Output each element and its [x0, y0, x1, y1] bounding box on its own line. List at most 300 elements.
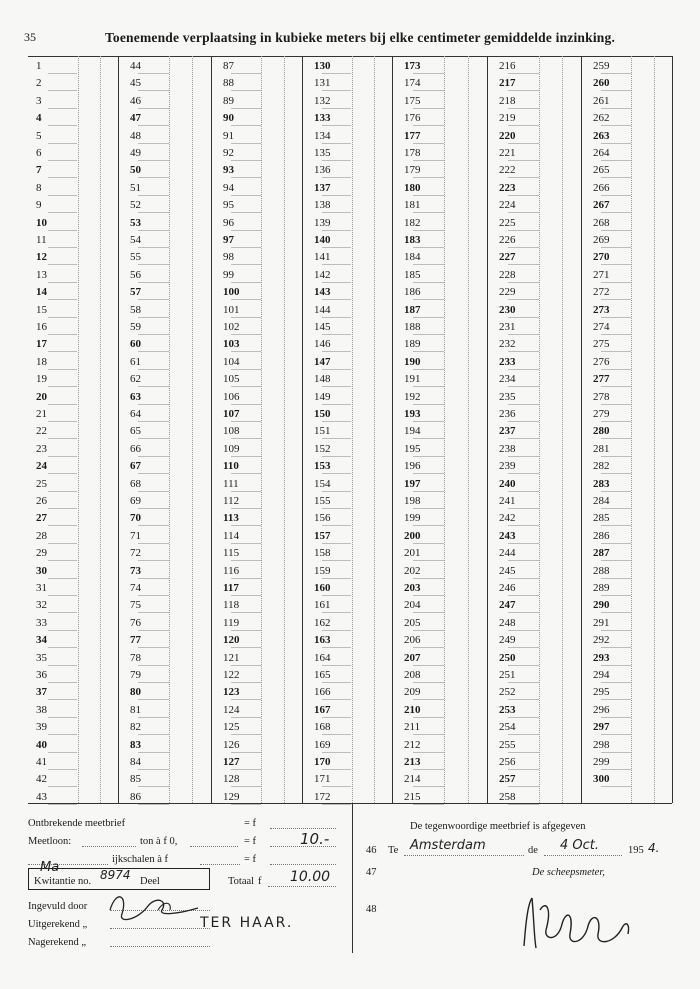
cell-value: 188	[404, 321, 421, 333]
cell-underline	[413, 108, 444, 109]
cell-value: 79	[130, 669, 141, 681]
cell-value: 130	[314, 60, 331, 72]
cell-underline	[508, 804, 539, 805]
cell-underline	[231, 473, 261, 474]
cell-underline	[48, 125, 78, 126]
cell-value: 291	[593, 616, 610, 629]
cell-underline	[413, 212, 444, 213]
cell-underline	[508, 230, 539, 231]
cell-value: 263	[593, 129, 610, 142]
cell-value: 120	[223, 634, 240, 647]
cell-value: 245	[499, 564, 516, 577]
cell-underline	[138, 612, 169, 613]
cell-value: 99	[223, 268, 234, 281]
cell-value: 201	[404, 547, 421, 560]
cell-underline	[322, 630, 352, 631]
cell-value: 220	[499, 129, 516, 142]
cell-underline	[322, 369, 352, 370]
cell-underline	[231, 612, 261, 613]
cell-value: 192	[404, 390, 421, 403]
cell-underline	[413, 143, 444, 144]
row-48: 48	[366, 904, 377, 915]
cell-underline	[508, 612, 539, 613]
cell-underline	[48, 665, 78, 666]
cell-value: 186	[404, 286, 421, 299]
cell-value: 207	[404, 651, 421, 664]
cell-value: 29	[36, 547, 47, 560]
cell-value: 152	[314, 442, 331, 455]
cell-value: 212	[404, 738, 421, 751]
cell-value: 84	[130, 756, 141, 768]
cell-value: 227	[499, 251, 516, 264]
cell-value: 270	[593, 251, 610, 264]
cell-value: 232	[499, 338, 516, 351]
cell-value: 266	[593, 181, 610, 194]
cell-value: 69	[130, 495, 141, 507]
cell-value: 62	[130, 373, 141, 386]
cell-value: 109	[223, 442, 240, 455]
cell-underline	[508, 386, 539, 387]
cell-underline	[231, 786, 261, 787]
cell-value: 131	[314, 77, 331, 90]
cell-value: 5	[36, 129, 42, 142]
cell-underline	[231, 752, 261, 753]
cell-value: 216	[499, 60, 516, 72]
column-rule	[392, 56, 393, 803]
cell-value: 299	[593, 756, 610, 768]
cell-underline	[413, 90, 444, 91]
cell-value: 105	[223, 373, 240, 386]
cell-underline	[138, 560, 169, 561]
cell-value: 170	[314, 756, 331, 768]
cell-underline	[322, 143, 352, 144]
cell-value: 284	[593, 495, 610, 507]
cell-underline	[231, 508, 261, 509]
cell-underline	[508, 543, 539, 544]
cell-value: 240	[499, 477, 516, 490]
cell-value: 162	[314, 616, 331, 629]
table-top-rule	[28, 56, 672, 57]
cell-value: 184	[404, 251, 421, 264]
cell-value: 246	[499, 582, 516, 594]
cell-value: 226	[499, 234, 516, 246]
cell-underline	[413, 177, 444, 178]
cell-underline	[322, 438, 352, 439]
cell-underline	[508, 438, 539, 439]
cell-underline	[601, 404, 631, 405]
cell-value: 237	[499, 425, 516, 438]
cell-underline	[231, 734, 261, 735]
cell-underline	[322, 108, 352, 109]
cell-value: 43	[36, 790, 47, 803]
cell-underline	[138, 682, 169, 683]
meetloon-value: 10.-	[300, 830, 330, 848]
label-te: Te	[388, 845, 399, 856]
cell-underline	[48, 404, 78, 405]
cell-underline	[601, 108, 631, 109]
label-ijkschalen: ijkschalen à f	[112, 854, 168, 865]
cell-underline	[231, 160, 261, 161]
cell-value: 176	[404, 112, 421, 125]
cell-underline	[138, 734, 169, 735]
dotline-4	[200, 864, 240, 865]
cell-underline	[48, 752, 78, 753]
cell-underline	[231, 699, 261, 700]
cell-underline	[322, 508, 352, 509]
cell-value: 198	[404, 495, 421, 507]
cell-underline	[138, 804, 169, 805]
row-47: 47	[366, 867, 377, 878]
cell-underline	[322, 491, 352, 492]
cell-value: 74	[130, 582, 141, 594]
cell-underline	[48, 282, 78, 283]
cell-value: 143	[314, 286, 331, 299]
cell-underline	[601, 560, 631, 561]
footer-divider	[352, 803, 353, 953]
cell-value: 51	[130, 181, 141, 194]
column-subdivision	[654, 56, 655, 803]
cell-underline	[601, 125, 631, 126]
cell-value: 259	[593, 60, 610, 72]
cell-underline	[601, 508, 631, 509]
cell-value: 154	[314, 477, 331, 490]
cell-value: 66	[130, 442, 141, 455]
cell-underline	[413, 491, 444, 492]
cell-value: 288	[593, 564, 610, 577]
cell-underline	[231, 421, 261, 422]
dotline-nagerekend	[110, 946, 210, 947]
cell-value: 2	[36, 77, 42, 90]
cell-value: 77	[130, 634, 141, 647]
page-number: 35	[24, 30, 36, 44]
cell-underline	[322, 351, 352, 352]
cell-underline	[508, 369, 539, 370]
cell-underline	[508, 143, 539, 144]
cell-value: 10	[36, 216, 47, 229]
cell-value: 31	[36, 582, 47, 594]
cell-value: 286	[593, 529, 610, 542]
cell-underline	[413, 543, 444, 544]
cell-underline	[601, 230, 631, 231]
cell-value: 82	[130, 721, 141, 734]
cell-value: 34	[36, 634, 47, 647]
cell-underline	[231, 90, 261, 91]
cell-underline	[322, 804, 352, 805]
cell-underline	[48, 369, 78, 370]
cell-underline	[601, 264, 631, 265]
cell-underline	[508, 282, 539, 283]
cell-underline	[413, 334, 444, 335]
cell-value: 189	[404, 338, 421, 351]
cell-underline	[508, 125, 539, 126]
cell-underline	[322, 699, 352, 700]
cell-value: 55	[130, 251, 141, 264]
cell-underline	[138, 525, 169, 526]
cell-value: 85	[130, 773, 141, 786]
cell-value: 287	[593, 547, 610, 560]
cell-underline	[322, 90, 352, 91]
cell-value: 281	[593, 442, 610, 455]
cell-underline	[138, 299, 169, 300]
cell-value: 195	[404, 442, 421, 455]
cell-underline	[48, 438, 78, 439]
cell-underline	[322, 473, 352, 474]
cell-value: 296	[593, 703, 610, 716]
cell-underline	[231, 804, 261, 805]
cell-underline	[138, 473, 169, 474]
column-subdivision	[261, 56, 262, 803]
cell-underline	[48, 421, 78, 422]
cell-value: 157	[314, 529, 331, 542]
cell-underline	[138, 699, 169, 700]
cell-underline	[322, 230, 352, 231]
ingevuld-signature	[108, 880, 208, 930]
cell-value: 146	[314, 338, 331, 351]
cell-value: 36	[36, 669, 47, 681]
cell-value: 98	[223, 251, 234, 264]
cell-underline	[508, 786, 539, 787]
cell-value: 95	[223, 199, 234, 212]
cell-underline	[601, 665, 631, 666]
cell-underline	[508, 317, 539, 318]
cell-underline	[413, 230, 444, 231]
column-rule-right	[672, 56, 673, 803]
cell-underline	[413, 647, 444, 648]
cell-value: 261	[593, 94, 610, 107]
cell-value: 166	[314, 686, 331, 699]
cell-underline	[413, 456, 444, 457]
cell-value: 224	[499, 199, 516, 212]
cell-value: 25	[36, 477, 47, 490]
cell-underline	[48, 334, 78, 335]
cell-value: 244	[499, 547, 516, 560]
year-value: 4.	[648, 841, 660, 855]
cell-underline	[508, 508, 539, 509]
cell-underline	[138, 386, 169, 387]
scheepsmeter-signature	[518, 890, 638, 960]
eq-f-3: = f	[244, 854, 257, 865]
cell-value: 11	[36, 234, 47, 246]
cell-underline	[138, 578, 169, 579]
cell-underline	[508, 195, 539, 196]
cell-underline	[601, 473, 631, 474]
cell-underline	[508, 177, 539, 178]
cell-value: 113	[223, 512, 239, 525]
cell-underline	[508, 665, 539, 666]
label-totaal: Totaal	[228, 876, 255, 887]
cell-underline	[322, 177, 352, 178]
cell-underline	[138, 351, 169, 352]
cell-underline	[508, 90, 539, 91]
cell-underline	[231, 491, 261, 492]
cell-value: 180	[404, 181, 421, 194]
cell-value: 139	[314, 216, 331, 229]
cell-value: 57	[130, 286, 141, 299]
cell-underline	[138, 230, 169, 231]
cell-underline	[231, 438, 261, 439]
cell-underline	[138, 317, 169, 318]
cell-underline	[48, 491, 78, 492]
label-deel: Deel	[140, 876, 160, 887]
cell-value: 158	[314, 547, 331, 560]
dotline-ton	[190, 846, 238, 847]
cell-value: 271	[593, 268, 610, 281]
label-ton-af: ton à f 0,	[140, 836, 178, 847]
cell-underline	[413, 734, 444, 735]
cell-value: 190	[404, 355, 421, 368]
cell-underline	[601, 317, 631, 318]
cell-underline	[413, 438, 444, 439]
cell-underline	[601, 734, 631, 735]
cell-value: 100	[223, 286, 240, 299]
cell-underline	[231, 543, 261, 544]
ingevuld-name: TER HAAR.	[200, 915, 294, 931]
cell-underline	[231, 595, 261, 596]
cell-value: 177	[404, 129, 421, 142]
cell-underline	[322, 195, 352, 196]
cell-value: 78	[130, 651, 141, 664]
cell-underline	[413, 282, 444, 283]
cell-underline	[231, 369, 261, 370]
cell-value: 117	[223, 582, 239, 594]
cell-underline	[48, 177, 78, 178]
cell-underline	[48, 160, 78, 161]
cell-underline	[138, 73, 169, 74]
cell-underline	[322, 421, 352, 422]
cell-underline	[601, 595, 631, 596]
cell-underline	[322, 125, 352, 126]
column-subdivision	[631, 56, 632, 803]
cell-value: 292	[593, 634, 610, 647]
cell-underline	[508, 734, 539, 735]
cell-value: 277	[593, 373, 610, 386]
cell-value: 38	[36, 703, 47, 716]
initials: Ma	[40, 860, 60, 875]
cell-value: 121	[223, 651, 240, 664]
cell-value: 80	[130, 686, 141, 699]
cell-underline	[48, 264, 78, 265]
column-rule	[211, 56, 212, 803]
cell-value: 257	[499, 773, 516, 786]
cell-underline	[601, 143, 631, 144]
cell-value: 67	[130, 460, 141, 473]
cell-value: 148	[314, 373, 331, 386]
dotline-te	[404, 855, 524, 856]
cell-value: 24	[36, 460, 47, 473]
cell-value: 15	[36, 303, 47, 316]
cell-value: 185	[404, 268, 421, 281]
cell-underline	[231, 665, 261, 666]
cell-value: 53	[130, 216, 141, 229]
cell-value: 183	[404, 234, 421, 246]
cell-underline	[322, 647, 352, 648]
cell-underline	[601, 386, 631, 387]
cell-underline	[601, 456, 631, 457]
cell-underline	[138, 177, 169, 178]
cell-value: 1	[36, 60, 42, 72]
cell-underline	[231, 143, 261, 144]
cell-value: 4	[36, 112, 42, 125]
cell-value: 3	[36, 94, 42, 107]
cell-value: 71	[130, 529, 141, 542]
cell-underline	[601, 160, 631, 161]
cell-underline	[508, 404, 539, 405]
cell-underline	[601, 282, 631, 283]
cell-underline	[413, 699, 444, 700]
cell-value: 27	[36, 512, 47, 525]
cell-underline	[48, 386, 78, 387]
cell-value: 87	[223, 60, 234, 72]
cell-underline	[601, 752, 631, 753]
cell-value: 64	[130, 408, 141, 420]
cell-underline	[322, 525, 352, 526]
cell-underline	[601, 612, 631, 613]
cell-value: 167	[314, 703, 331, 716]
cell-underline	[601, 212, 631, 213]
cell-underline	[48, 560, 78, 561]
cell-value: 274	[593, 321, 610, 333]
cell-value: 178	[404, 147, 421, 159]
cell-underline	[413, 404, 444, 405]
cell-value: 256	[499, 756, 516, 768]
cell-value: 92	[223, 147, 234, 159]
cell-underline	[322, 404, 352, 405]
cell-value: 159	[314, 564, 331, 577]
cell-underline	[413, 578, 444, 579]
cell-underline	[48, 647, 78, 648]
totaal-value: 10.00	[290, 869, 331, 885]
cell-underline	[231, 317, 261, 318]
cell-value: 41	[36, 756, 47, 768]
cell-value: 253	[499, 703, 516, 716]
cell-value: 211	[404, 721, 421, 734]
cell-value: 223	[499, 181, 516, 194]
cell-underline	[231, 682, 261, 683]
cell-value: 44	[130, 60, 141, 72]
cell-underline	[508, 247, 539, 248]
dotline-date	[544, 855, 622, 856]
cell-value: 264	[593, 147, 610, 159]
cell-underline	[48, 351, 78, 352]
cell-underline	[413, 160, 444, 161]
cell-value: 19	[36, 373, 47, 386]
cell-value: 136	[314, 164, 331, 177]
cell-underline	[48, 612, 78, 613]
cell-underline	[413, 682, 444, 683]
cell-value: 106	[223, 390, 240, 403]
column-subdivision	[78, 56, 79, 803]
cell-value: 108	[223, 425, 240, 438]
cell-underline	[413, 264, 444, 265]
cell-underline	[138, 647, 169, 648]
cell-underline	[322, 317, 352, 318]
cell-underline	[231, 647, 261, 648]
cell-underline	[231, 386, 261, 387]
cell-underline	[413, 125, 444, 126]
cell-underline	[322, 665, 352, 666]
cell-value: 252	[499, 686, 516, 699]
cell-underline	[601, 334, 631, 335]
cell-value: 73	[130, 564, 141, 577]
cell-value: 111	[223, 477, 239, 490]
cell-underline	[508, 160, 539, 161]
cell-value: 191	[404, 373, 421, 386]
cell-underline	[601, 647, 631, 648]
cell-value: 298	[593, 738, 610, 751]
cell-underline	[322, 578, 352, 579]
cell-value: 128	[223, 773, 240, 786]
cell-value: 194	[404, 425, 421, 438]
